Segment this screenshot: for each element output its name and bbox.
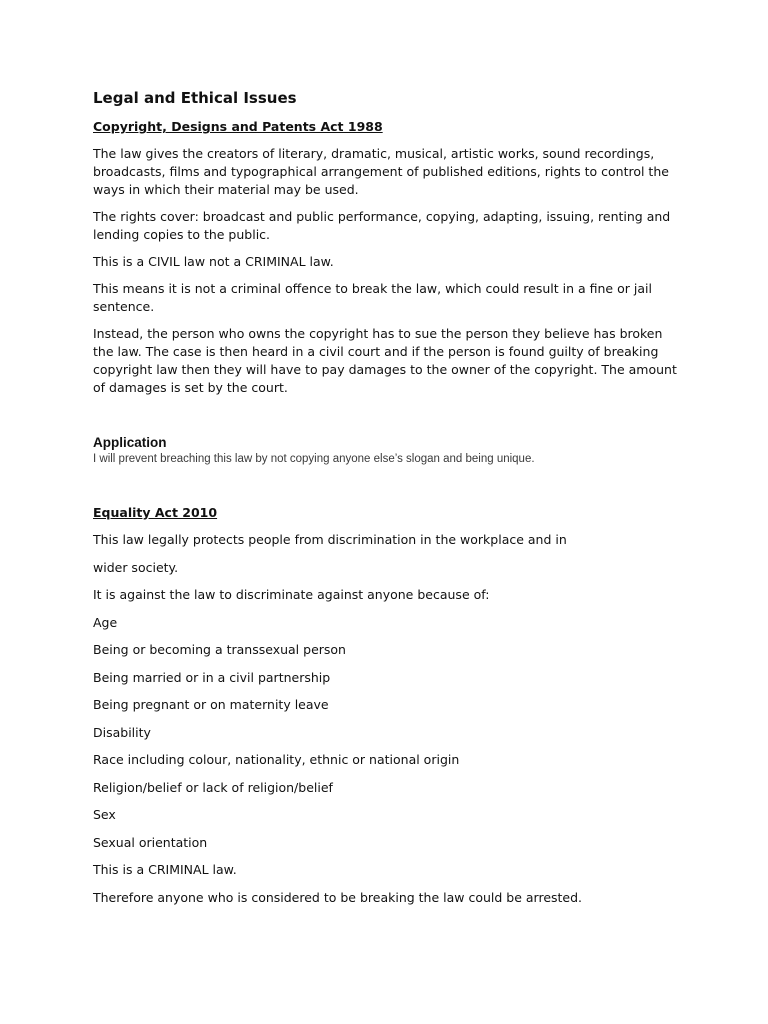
protected-characteristic: Disability (93, 724, 151, 740)
copyright-paragraph: This is a CIVIL law not a CRIMINAL law. (93, 254, 334, 269)
protected-characteristic: Being married or in a civil partnership (93, 669, 331, 685)
copyright-paragraph: The rights cover: broadcast and public performance, copying, adapting, issuing, renting and lending copies to the public. (93, 209, 671, 242)
document-title: Legal and Ethical Issues (93, 89, 297, 107)
application-heading: Application (93, 435, 167, 450)
protected-characteristic: Sexual orientation (93, 834, 208, 850)
protected-characteristic: Race including colour, nationality, ethnic or national origin (93, 752, 460, 767)
equality-line: It is against the law to discriminate against anyone because of: (93, 587, 490, 602)
document-body (93, 88, 683, 916)
protected-characteristic: Age (93, 614, 118, 630)
equality-line: wider society. (93, 559, 179, 575)
equality-line: This is a CRIMINAL law. (93, 862, 237, 877)
copyright-paragraph: Instead, the person who owns the copyright has to sue the person they believe has broken the law. The case is then heard in a civil court and if the person is found guilty of breaking copyright law then they will have to pay damages to the owner of the copyright. The amount of damages is set by the court. (93, 326, 677, 395)
application-text: I will prevent breaching this law by not copying anyone else’s slogan and being unique. (93, 453, 535, 465)
copyright-paragraph: This means it is not a criminal offence to break the law, which could result in a fine or jail sentence. (93, 281, 652, 314)
equality-line: Therefore anyone who is considered to be breaking the law could be arrested. (93, 889, 583, 905)
copyright-act-heading: Copyright, Designs and Patents Act 1988 (93, 119, 383, 134)
equality-line: This law legally protects people from discrimination in the workplace and in (93, 532, 567, 547)
protected-characteristic: Sex (93, 807, 116, 822)
copyright-paragraph: The law gives the creators of literary, dramatic, musical, artistic works, sound recordings, broadcasts, films and typographical arrangement of published editions, rights to control the ways in which their material may be used. (93, 146, 669, 197)
equality-act-heading: Equality Act 2010 (93, 505, 218, 520)
protected-characteristic: Religion/belief or lack of religion/belief (93, 779, 333, 795)
protected-characteristic: Being or becoming a transsexual person (93, 642, 346, 657)
protected-characteristic: Being pregnant or on maternity leave (93, 697, 329, 712)
